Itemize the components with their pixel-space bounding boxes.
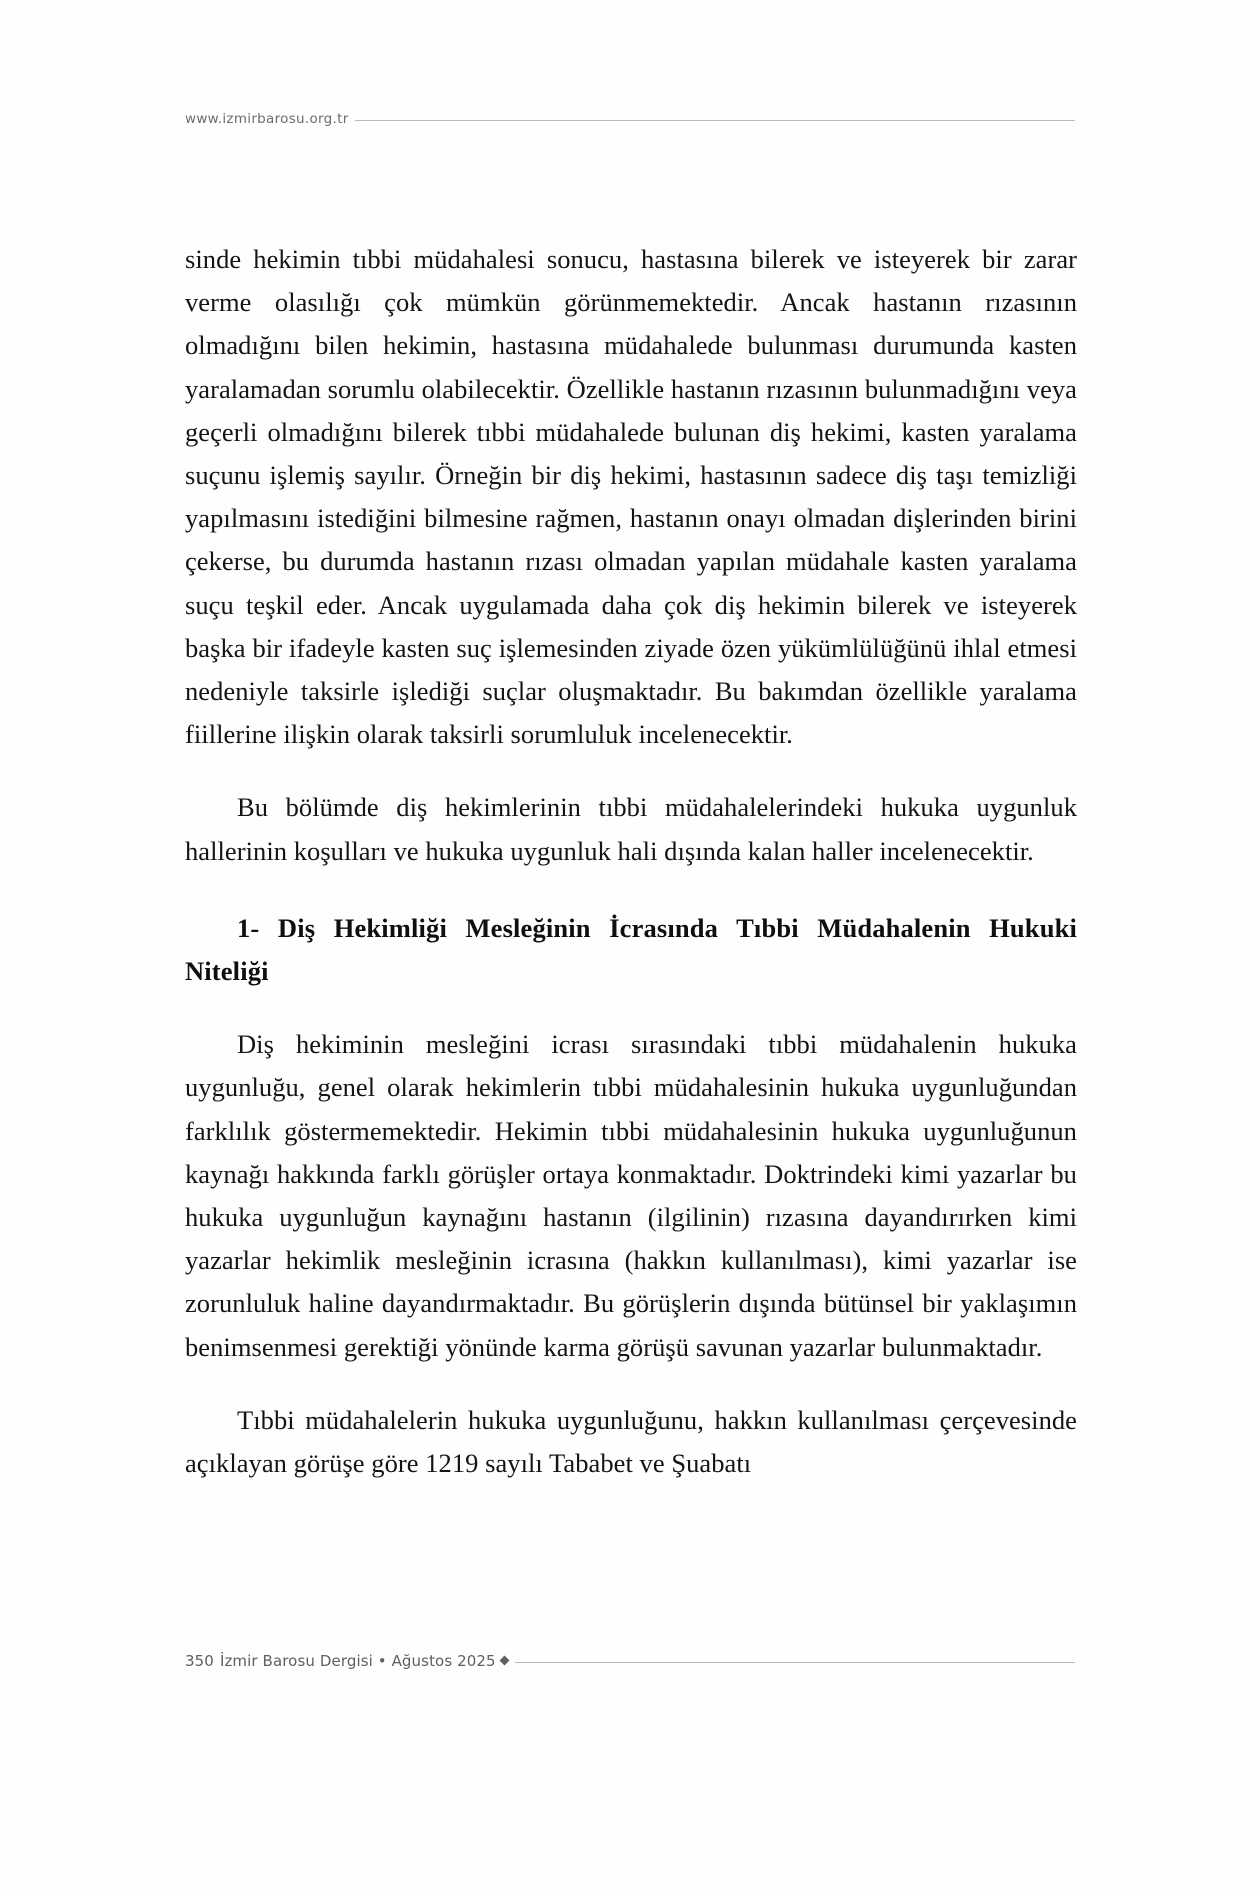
paragraph-dis-hekiminin: Diş hekiminin mesleğini icrası sırasındaki tıbbi müdahalenin hukuka uygunluğu, genel olarak hekimlerin tıbbi müdahalesinin hukuka uygunluğundan farklılık göstermemektedir. Hekimin tıbbi müdahalesinin hukuka uygunluğunun kaynağı hakkında farklı görüşler ortaya konmaktadır. Doktrindeki kimi yazarlar bu hukuka uygunluğun kaynağını hastanın (ilgilinin) rızasına dayandırırken kimi yazarlar hekimlik mesleğinin icrasına (hakkın kullanılması), kimi yazarlar ise zorunluluk haline dayandırmaktadır. Bu görüşlerin dışında bütünsel bir yaklaşımın benimsenmesi gerektiği yönünde karma görüşü savunan yazarlar bulunmaktadır. <box>185 1029 1077 1362</box>
paragraph-bu-bolumde: Bu bölümde diş hekimlerinin tıbbi müdahalelerindeki hukuka uygunluk hallerinin koşulları ve hukuka uygunluk hali dışında kalan haller incelenecektir. <box>185 792 1077 866</box>
page-header <box>185 108 1075 130</box>
diamond-icon <box>499 1655 509 1665</box>
footer-page-number: 350 <box>185 1652 214 1670</box>
footer-divider <box>515 1662 1075 1663</box>
page-content <box>185 238 1077 1485</box>
paragraph-continued: sinde hekimin tıbbi müdahalesi sonucu, hastasına bilerek ve isteyerek bir zarar verme olasılığı çok mümkün görünmemektedir. Ancak hastanın rızasının olmadığını bilen hekimin, hastasına müdahalede bulunması durumunda kasten yaralamadan sorumlu olabilecektir. Özellikle hastanın rızasının bulunmadığını veya geçerli olmadığını bilerek tıbbi müdahalede bulunan diş hekimi, kasten yaralama suçunu işlemiş sayılır. Örneğin bir diş hekimi, hastasının sadece diş taşı temizliği yapılmasını istediğini bilmesine rağmen, hastanın onayı olmadan dişlerinden birini çekerse, bu durumda hastanın rızası olmadan yapılan müdahale kasten yaralama suçu teşkil eder. Ancak uygulamada daha çok diş hekimin bilerek ve isteyerek başka bir ifadeyle kasten suç işlemesinden ziyade özen yükümlülüğünü ihlal etmesi nedeniyle taksirle işlediği suçlar oluşmaktadır. Bu bakımdan özellikle yaralama fiillerine ilişkin olarak taksirli sorumluluk incelenecektir. <box>185 244 1077 750</box>
paragraph-spacer-2 <box>185 1369 1077 1399</box>
header-divider <box>355 120 1075 121</box>
heading-spacer-top <box>185 873 1077 907</box>
header-website-url: www.izmirbarosu.org.tr <box>185 111 349 127</box>
page-footer <box>185 1652 1075 1670</box>
paragraph-spacer <box>185 756 1077 786</box>
heading-spacer-bottom <box>185 993 1077 1023</box>
paragraph-tibbi-mudahalelerin: Tıbbi müdahalelerin hukuka uygunluğunu, hakkın kullanılması çerçevesinde açıklayan görüşe göre 1219 sayılı Tababet ve Şuabatı <box>185 1404 1077 1479</box>
section-heading-1: 1- Diş Hekimliği Mesleğinin İcrasında Tıbbi Müdahalenin Hukuki Niteliği <box>185 912 1077 987</box>
footer-journal-title: İzmir Barosu Dergisi • Ağustos 2025 <box>219 1652 496 1670</box>
